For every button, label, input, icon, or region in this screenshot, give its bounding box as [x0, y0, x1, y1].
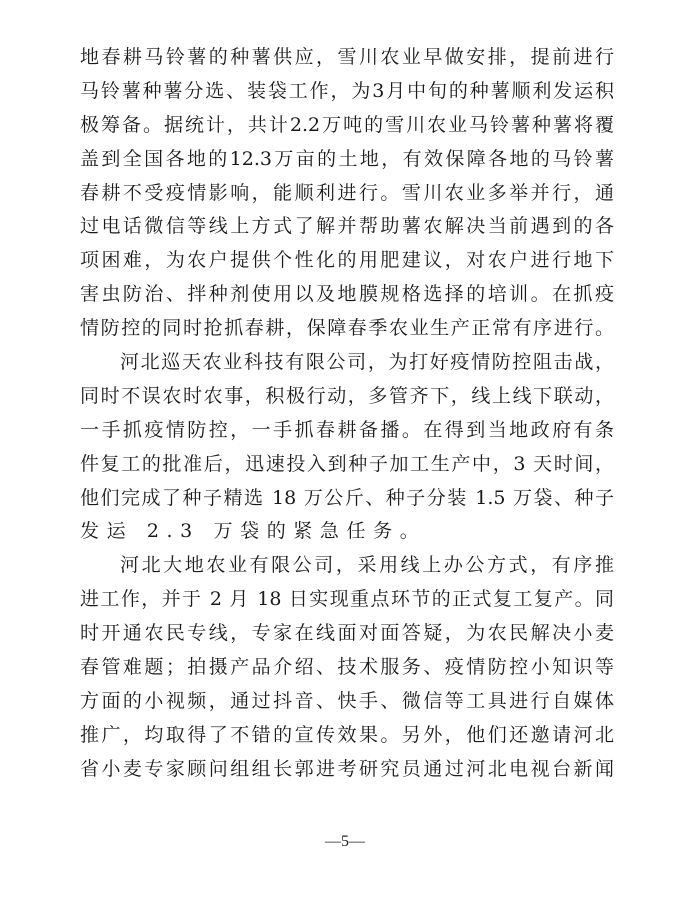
text-line: 过电话微信等线上方式了解并帮助薯农解决当前遇到的各: [80, 215, 614, 238]
paragraph-xuechuan: [80, 41, 620, 346]
text-line: 河北巡天农业科技有限公司，为打好疫情防控阻击战，: [120, 351, 614, 374]
text-line: 他们完成了种子精选 18 万公斤、种子分装 1.5 万袋、种子: [80, 486, 614, 509]
text-line: 盖到全国各地的12.3万亩的土地，有效保障各地的马铃薯: [80, 147, 614, 170]
text-line: 河北大地农业有限公司，采用线上办公方式，有序推: [120, 554, 614, 577]
text-line: 时开通农民专线，专家在线面对面答疑，为农民解决小麦: [80, 622, 614, 645]
text-line: 地春耕马铃薯的种薯供应，雪川农业早做安排，提前进行: [80, 46, 614, 68]
text-line: 马铃薯种薯分选、装袋工作，为3月中旬的种薯顺利发运积: [80, 79, 614, 102]
text-line: 推广，均取得了不错的宣传效果。另外，他们还邀请河北: [80, 723, 614, 746]
text-line: 春管难题；拍摄产品介绍、技术服务、疫情防控小知识等: [80, 656, 614, 679]
text-line: 方面的小视频，通过抖音、快手、微信等工具进行自媒体: [80, 689, 614, 712]
text-line: 发运 2.3 万袋的紧急任务。: [80, 520, 427, 543]
text-line: 害虫防治、拌种剂使用以及地膜规格选择的培训。在抓疫: [80, 283, 614, 306]
text-line: 极筹备。据统计，共计2.2万吨的雪川农业马铃薯种薯将覆: [80, 113, 614, 136]
text-line: 项困难，为农户提供个性化的用肥建议，对农户进行地下: [80, 249, 614, 272]
page-number: —5—: [325, 833, 365, 850]
paragraph-xuntian: [80, 346, 620, 549]
text-line: 春耕不受疫情影响，能顺利进行。雪川农业多举并行，通: [80, 181, 614, 204]
text-line: 件复工的批准后，迅速投入到种子加工生产中，3 天时间，: [80, 452, 614, 475]
text-line: 同时不误农时农事，积极行动，多管齐下，线上线下联动，: [80, 384, 614, 407]
text-line: 情防控的同时抢抓春耕，保障春季农业生产正常有序进行。: [80, 317, 614, 340]
text-line: 省小麦专家顾问组组长郭进考研究员通过河北电视台新闻: [80, 757, 614, 780]
body-text: [80, 41, 620, 787]
paragraph-dadi: [80, 549, 620, 786]
text-line: 一手抓疫情防控，一手抓春耕备播。在得到当地政府有条: [80, 418, 614, 441]
text-line: 进工作，并于 2 月 18 日实现重点环节的正式复工复产。同: [80, 588, 614, 611]
